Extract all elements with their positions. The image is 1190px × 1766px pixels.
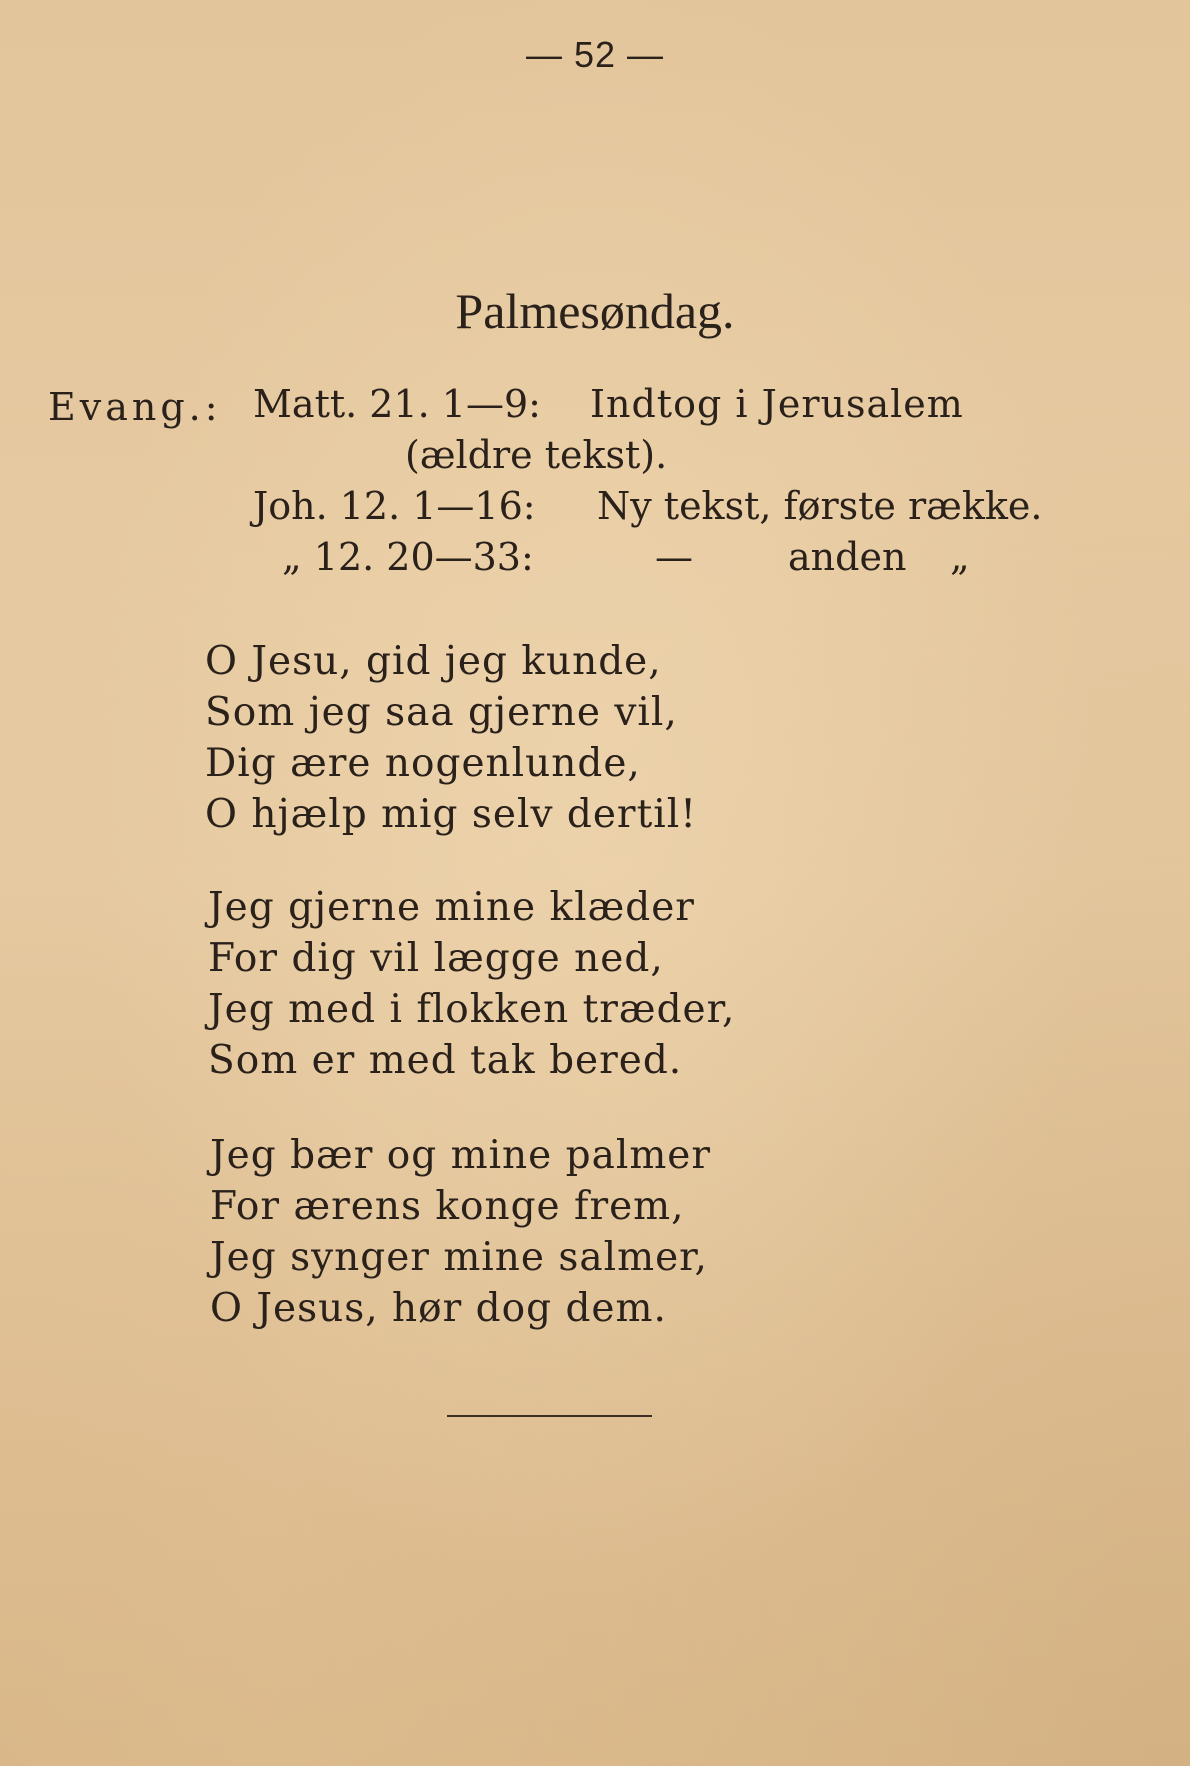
verse-line: Jeg gjerne mine klæder <box>208 885 695 930</box>
ditto-mark: „ <box>950 535 970 579</box>
reading-desc: anden <box>788 535 907 579</box>
reading-ref: „ 12. 20—33: <box>282 535 534 579</box>
verse-line: Dig ære nogenlunde, <box>205 741 641 786</box>
verse-line: Som er med tak bered. <box>208 1038 683 1083</box>
hymn-stanza <box>208 882 735 1086</box>
reading-ref: Matt. 21. 1—9: <box>253 382 541 426</box>
hymn-stanza <box>205 636 697 840</box>
verse-line: For ærens konge frem, <box>210 1184 685 1229</box>
verse-line: O Jesu, gid jeg kunde, <box>205 639 662 684</box>
evangelium-label: Evang.: <box>48 385 222 429</box>
page-title: Palmesøndag. <box>455 283 735 339</box>
verse-line: For dig vil lægge ned, <box>208 936 664 981</box>
verse-line: Jeg med i flokken træder, <box>208 987 736 1032</box>
reading-ref: Joh. 12. 1—16: <box>253 484 536 528</box>
verse-line: Som jeg saa gjerne vil, <box>205 690 678 735</box>
verse-line: Jeg synger mine salmer, <box>210 1235 708 1280</box>
reading-desc: Indtog i Jerusalem <box>590 382 964 426</box>
verse-line: O Jesus, hør dog dem. <box>210 1286 667 1331</box>
verse-line: O hjælp mig selv dertil! <box>205 792 697 837</box>
reading-desc-continuation: (ældre tekst). <box>405 433 668 477</box>
end-rule <box>447 1415 652 1417</box>
ditto-dash: — <box>655 535 693 579</box>
verse-line: Jeg bær og mine palmer <box>210 1133 712 1178</box>
hymn-stanza <box>210 1130 711 1334</box>
page-number: — 52 — <box>525 34 665 75</box>
reading-desc: Ny tekst, første række. <box>597 484 1043 528</box>
